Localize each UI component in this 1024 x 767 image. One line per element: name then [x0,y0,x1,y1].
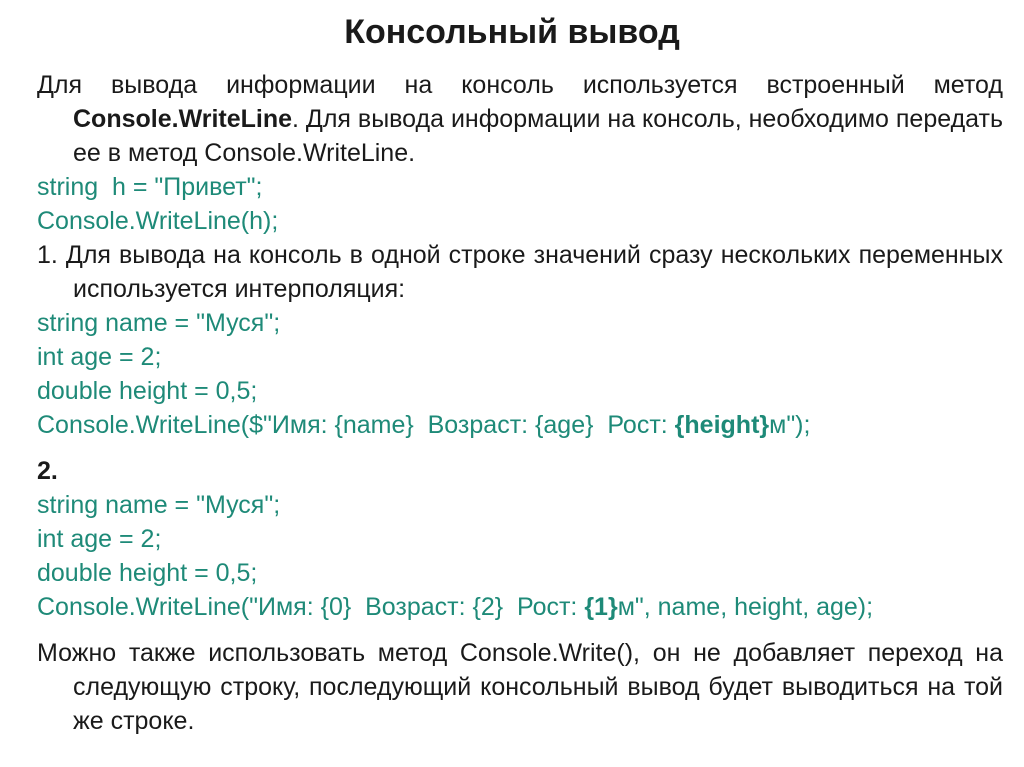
point2-label: 2. [37,457,58,485]
code2-line2: int age = 2; [37,343,162,371]
code1-line2: Console.WriteLine(h); [37,207,279,235]
slide-title: Консольный вывод [344,13,680,51]
slide-body [37,68,1003,738]
intro-bold-method: Console.WriteLine [73,105,293,133]
code3-line4-bold: {1} [584,593,618,621]
intro-text-2: . Для вывода информации на консоль, необходимо передать ее в метод Console.WriteLine. [73,105,1003,167]
spacer [37,442,1003,454]
code2-line1: string name = "Муся"; [37,309,281,337]
code3-line4-a: Console.WriteLine("Имя: {0} Возраст: {2} Рост: [37,593,585,621]
code3-line1: string name = "Муся"; [37,491,281,519]
code3-line4-b: м", name, height, age); [617,593,874,621]
intro-text-1: Для вывода информации на консоль используется встроенный метод [37,71,1003,99]
code2-line4 [37,408,1003,442]
code2-line4-a: Console.WriteLine($"Имя: {name} Возраст: {age} Рост: [37,411,675,439]
code2-line3: double height = 0,5; [37,377,258,405]
outro-paragraph: Можно также использовать метод Console.Write(), он не добавляет переход на следующую строку, последующий консольный вывод будет выводиться на той же строке. [37,639,1003,735]
code2-line4-bold: {height} [674,411,770,439]
code3-line2: int age = 2; [37,525,162,553]
code2-line4-b: м"); [769,411,811,439]
point1-paragraph: 1. Для вывода на консоль в одной строке значений сразу нескольких переменных используется интерполяция: [37,241,1003,303]
code1-line1: string h = "Привет"; [37,173,263,201]
code3-line3: double height = 0,5; [37,559,258,587]
code3-line4 [37,590,1003,624]
intro-paragraph [37,68,1003,170]
spacer [37,624,1003,636]
